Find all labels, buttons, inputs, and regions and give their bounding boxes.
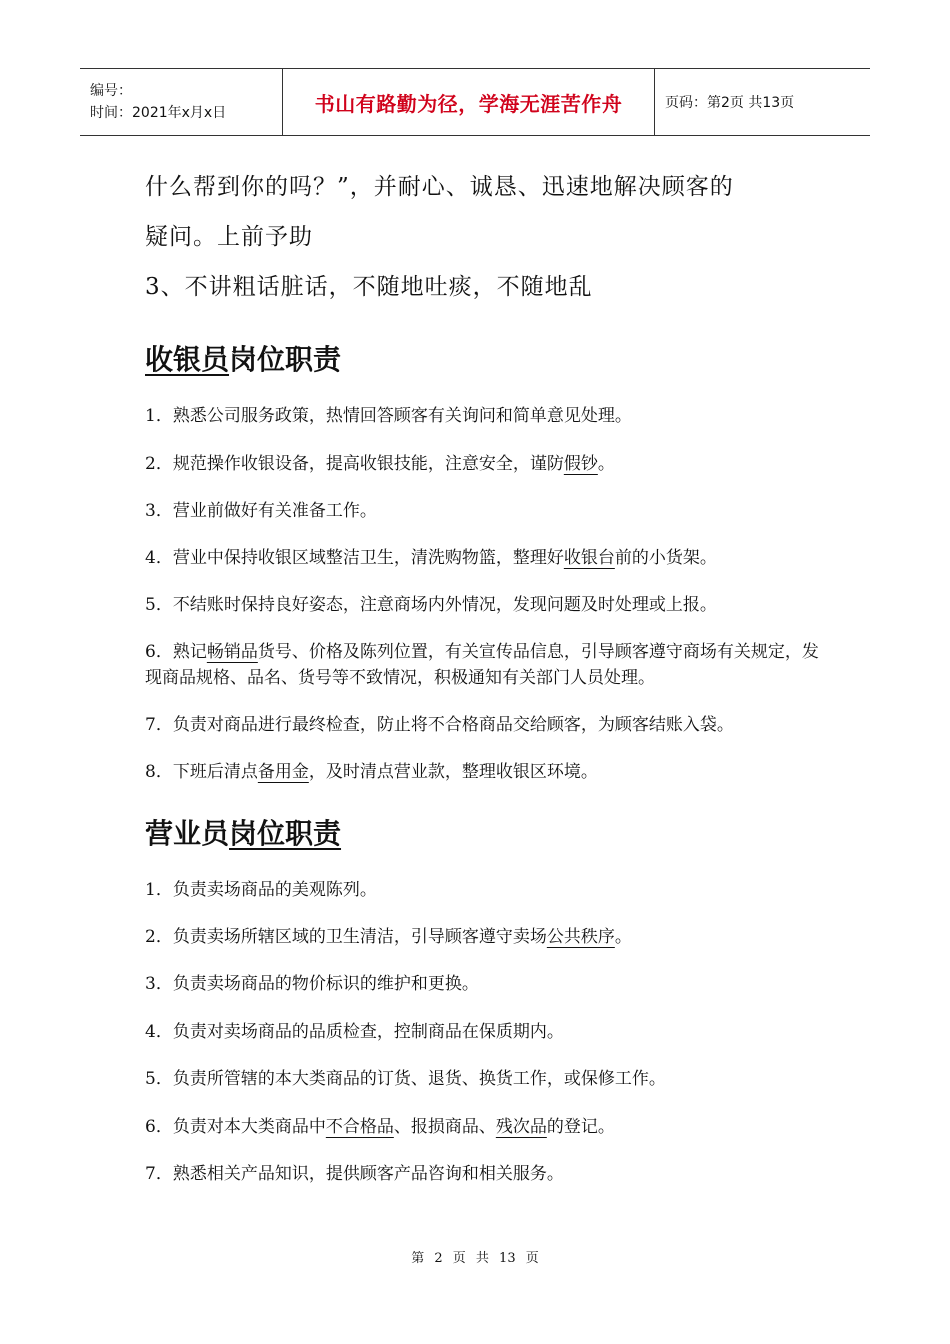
cashier-title-underlined: 收银员 xyxy=(145,343,230,376)
sales-item-3: 3．负责卖场商品的物价标识的维护和更换。 xyxy=(145,974,479,994)
sales-item-6: 6．负责对本大类商品中不合格品、报损商品、残次品的登记。 xyxy=(145,1117,615,1137)
cashier-item-8: 8．下班后清点备用金，及时清点营业款，整理收银区环境。 xyxy=(145,762,598,782)
cashier-item-3: 3．营业前做好有关准备工作。 xyxy=(145,501,377,521)
intro-line-1: 什么帮到你的吗？”，并耐心、诚恳、迅速地解决顾客的 xyxy=(145,174,734,200)
intro-line-3: 3、不讲粗话脏话，不随地吐痰，不随地乱 xyxy=(145,274,593,300)
cashier-item-7: 7．负责对商品进行最终检查，防止将不合格商品交给顾客，为顾客结账入袋。 xyxy=(145,715,734,735)
header-meta xyxy=(80,69,283,135)
sales-title-underlined: 岗位职责 xyxy=(229,817,342,850)
cashier-item-5: 5．不结账时保持良好姿态，注意商场内外情况，发现问题及时处理或上报。 xyxy=(145,595,717,615)
link-defective[interactable]: 残次品 xyxy=(495,1117,547,1137)
page-footer: 第 2 页 共 13 页 xyxy=(411,1251,539,1266)
link-bestsellers[interactable]: 畅销品 xyxy=(206,642,258,662)
cashier-title-rest: 岗位职责 xyxy=(229,343,342,376)
sales-title-plain: 营业员 xyxy=(145,817,230,850)
page-info: 页码：第2页 共13页 xyxy=(665,95,795,111)
cashier-item-4: 4．营业中保持收银区域整洁卫生，清洗购物篮，整理好收银台前的小货架。 xyxy=(145,548,717,568)
number-label: 编号： xyxy=(90,83,132,99)
link-nonconforming[interactable]: 不合格品 xyxy=(325,1117,394,1137)
link-counterfeit[interactable]: 假钞 xyxy=(563,454,598,474)
sales-section-title xyxy=(145,812,341,852)
sales-item-1: 1．负责卖场商品的美观陈列。 xyxy=(145,880,377,900)
link-public-order[interactable]: 公共秩序 xyxy=(546,927,615,947)
sales-item-7: 7．熟悉相关产品知识，提供顾客产品咨询和相关服务。 xyxy=(145,1164,564,1184)
cashier-item-1: 1．熟悉公司服务政策，热情回答顾客有关询问和简单意见处理。 xyxy=(145,406,632,426)
page-header xyxy=(80,68,870,136)
sales-item-2: 2．负责卖场所辖区域的卫生清洁，引导顾客遵守卖场公共秩序。 xyxy=(145,927,632,947)
link-petty-cash[interactable]: 备用金 xyxy=(257,762,309,782)
motto: 书山有路勤为径，学海无涯苦作舟 xyxy=(314,91,623,116)
header-motto-cell xyxy=(283,69,655,135)
cashier-item-6: 6．熟记畅销品货号、价格及陈列位置，有关宣传品信息，引导顾客遵守商场有关规定，发现商品规格、品名、货号等不致情况，积极通知有关部门人员处理。 xyxy=(145,642,819,688)
header-page-cell xyxy=(655,69,870,135)
link-cash-counter[interactable]: 收银台 xyxy=(563,548,615,568)
cashier-section-title xyxy=(145,338,341,378)
cashier-item-2: 2．规范操作收银设备，提高收银技能，注意安全，谨防假钞。 xyxy=(145,454,615,474)
time-label: 时间：2021年x月x日 xyxy=(90,105,227,121)
intro-line-2: 疑问。上前予助 xyxy=(145,224,313,250)
sales-item-4: 4．负责对卖场商品的品质检查，控制商品在保质期内。 xyxy=(145,1022,564,1042)
sales-item-5: 5．负责所管辖的本大类商品的订货、退货、换货工作，或保修工作。 xyxy=(145,1069,666,1089)
